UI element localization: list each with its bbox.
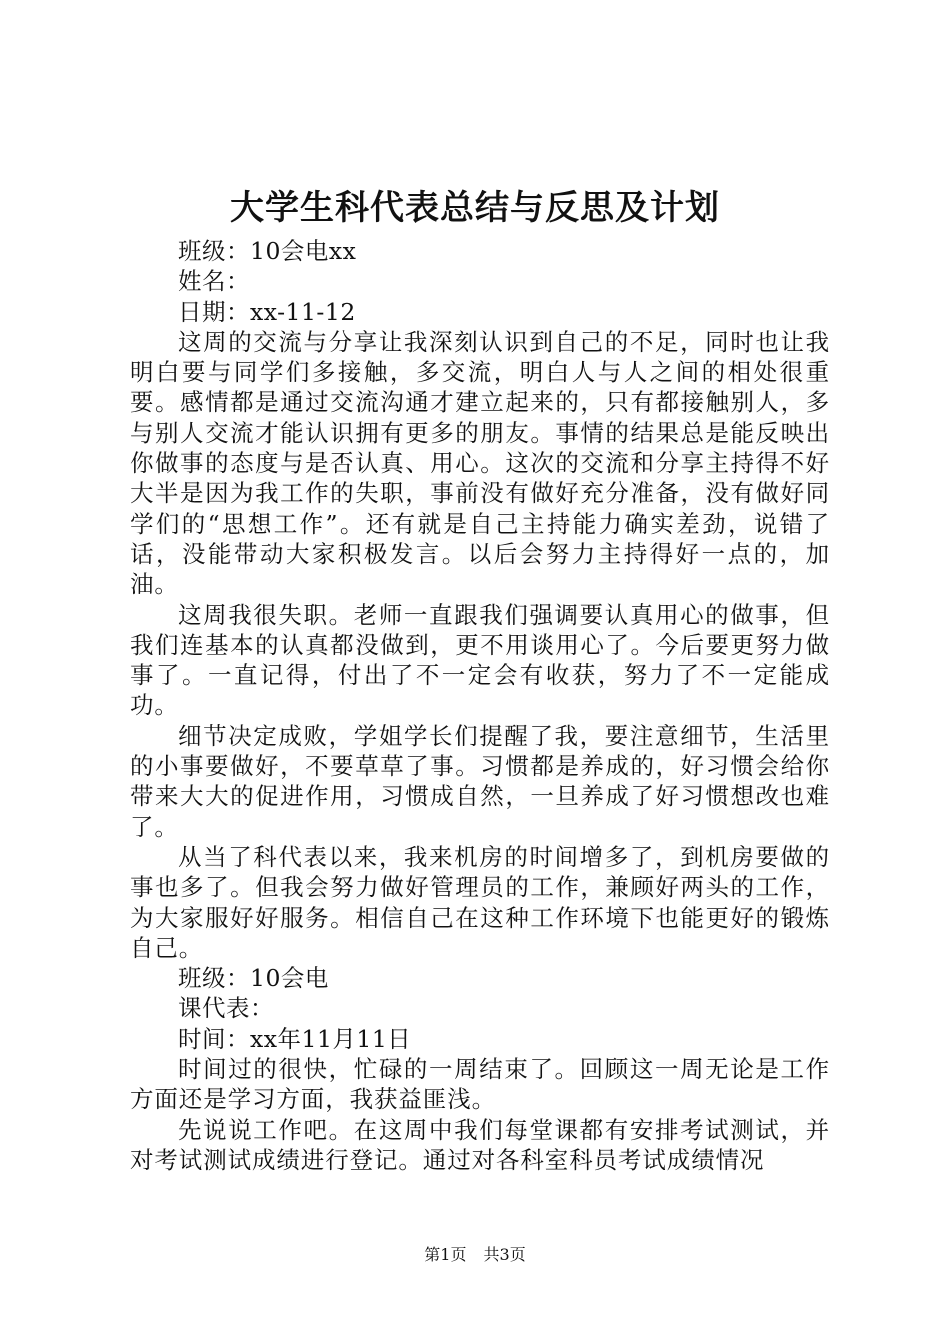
page-number: 第1页 xyxy=(424,1245,467,1264)
paragraph-work-summary: 先说说工作吧。在这周中我们每堂课都有安排考试测试，并对考试测试成绩进行登记。通过对各科室科员考试成绩情况 xyxy=(130,1115,830,1174)
paragraph-week-review: 时间过的很快，忙碌的一周结束了。回顾这一周无论是工作方面还是学习方面，我获益匪浅。 xyxy=(130,1055,830,1114)
page-total: 共3页 xyxy=(483,1245,526,1264)
paragraph-reflection-details: 细节决定成败，学姐学长们提醒了我，要注意细节，生活里的小事要做好，不要草草了事。习惯都是养成的，好习惯会给你带来大大的促进作用，习惯成自然，一旦养成了好习惯想改也难了。 xyxy=(130,721,830,841)
document-title: 大学生科代表总结与反思及计划 xyxy=(230,188,720,228)
page-footer xyxy=(0,1244,950,1266)
class-line: 班级：10会电xx xyxy=(178,237,357,265)
paragraph-reflection-exchange: 这周的交流与分享让我深刻认识到自己的不足，同时也让我明白要与同学们多接触，多交流，明白人与人之间的相处很重要。感情都是通过交流沟通才建立起来的，只有都接触别人，多与别人交流才能认识拥有更多的朋友。事情的结果总是能反映出你做事的态度与是否认真、用心。这次的交流和分享主持得不好大半是因为我工作的失职，事前没有做好充分准备，没有做好同学们的“思想工作”。还有就是自己主持能力确实差劲，说错了话，没能带动大家积极发言。以后会努力主持得好一点的，加油。 xyxy=(130,327,830,599)
date-line: 日期：xx-11-12 xyxy=(178,297,356,326)
course-rep-line: 课代表： xyxy=(178,994,274,1023)
document-body xyxy=(130,236,830,1175)
paragraph-reflection-computer-room: 从当了科代表以来，我来机房的时间增多了，到机房要做的事也多了。但我会努力做好管理员的工作，兼顾好两头的工作，为大家服好好服务。相信自己在这种工作环境下也能更好的锻炼自己。 xyxy=(130,842,830,962)
second-class-line: 班级：10会电 xyxy=(178,964,329,993)
name-line: 姓名： xyxy=(178,267,250,296)
time-line: 时间：xx年11月11日 xyxy=(178,1024,412,1053)
paragraph-reflection-dereliction: 这周我很失职。老师一直跟我们强调要认真用心的做事，但我们连基本的认真都没做到，更不用谈用心了。今后要更努力做事了。一直记得，付出了不一定会有收获，努力了不一定能成功。 xyxy=(130,600,830,720)
